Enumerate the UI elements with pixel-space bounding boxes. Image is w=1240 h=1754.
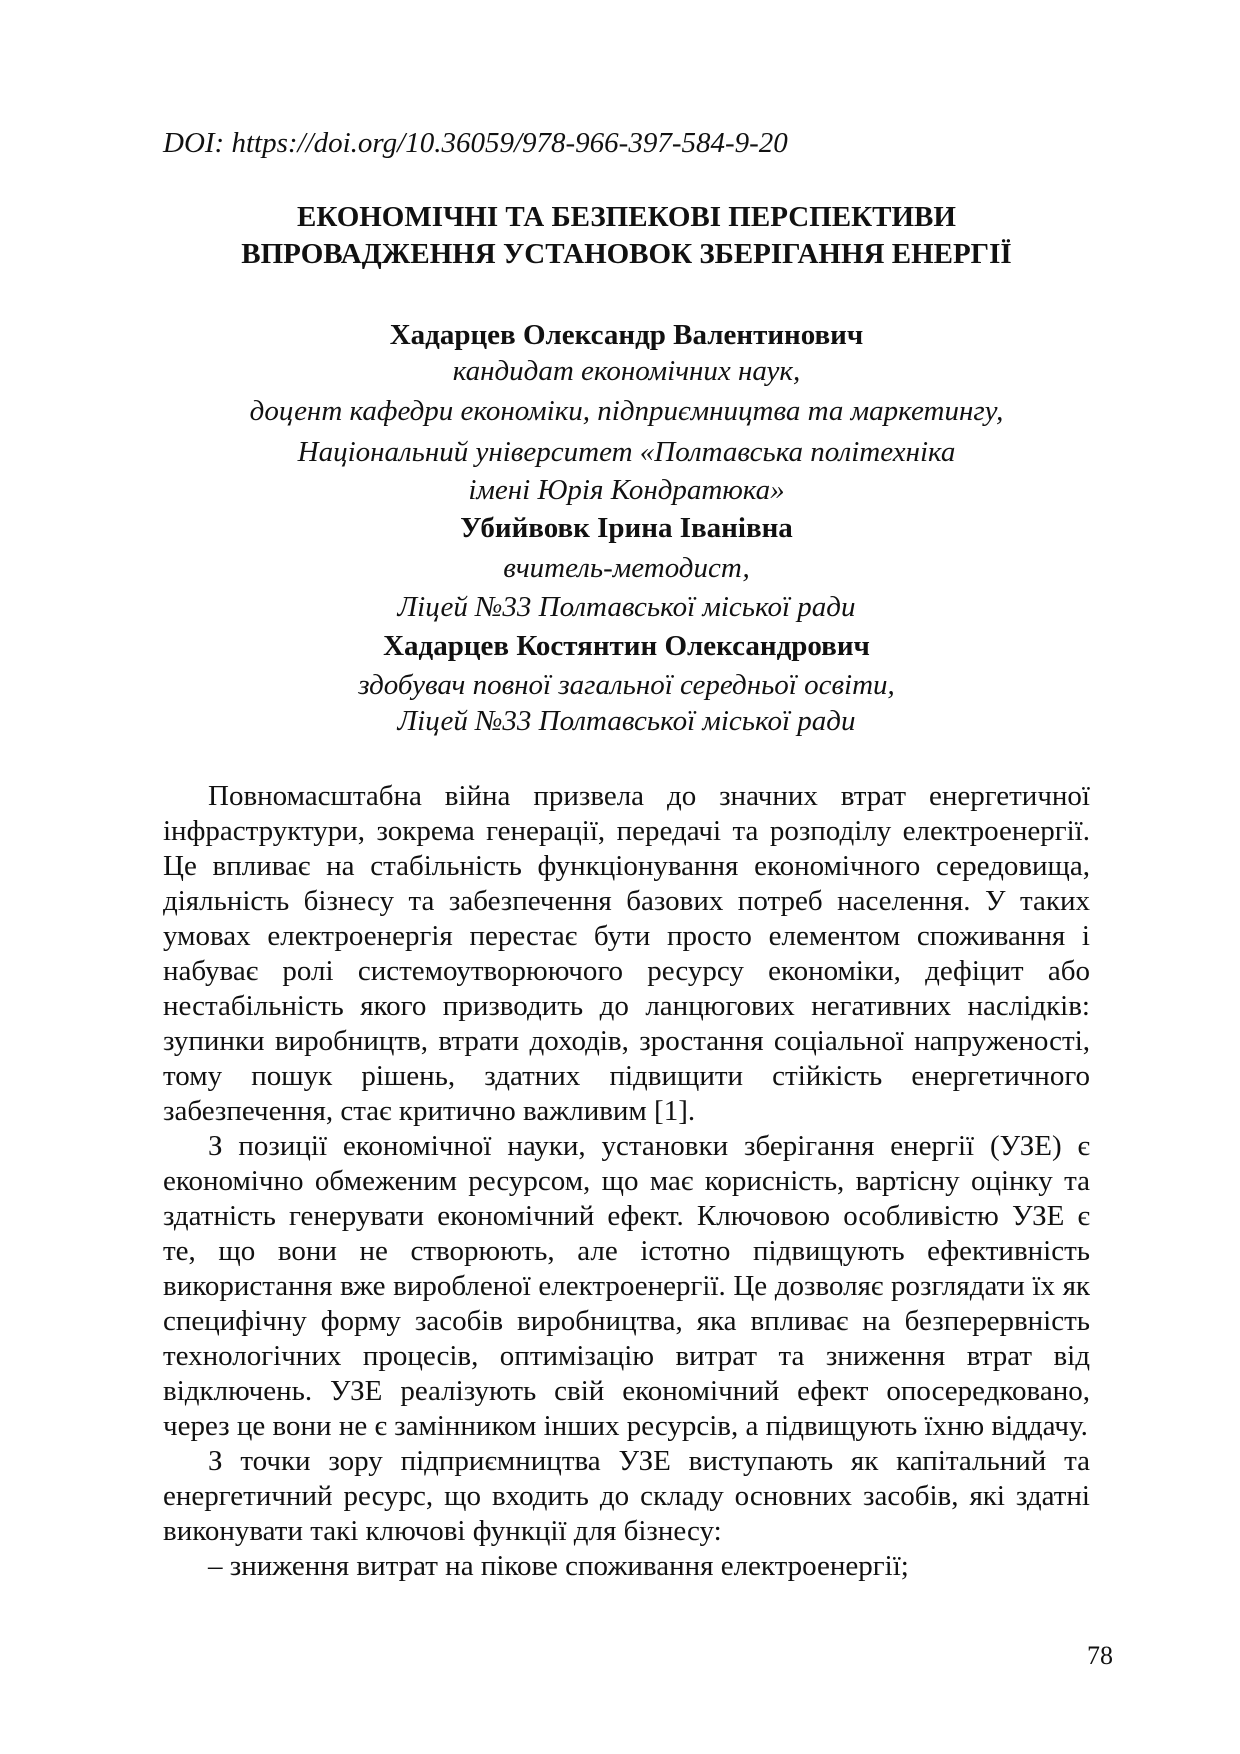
body-line-text: Повномасштабна війна призвела до значних втрат енергетичної: [208, 780, 1090, 812]
author-affiliation: [163, 704, 1090, 738]
author-name-text: Хадарцев Олександр Валентинович: [389, 319, 864, 351]
author-name-3: [163, 629, 1090, 663]
body-line-text: нестабільність якого призводить до ланцюгових негативних наслідків:: [163, 990, 1090, 1022]
body-line-text: економічно обмеженим ресурсом, що має корисність, вартісну оцінку та: [163, 1165, 1090, 1197]
body-line: [163, 1199, 1090, 1233]
body-line: [163, 1479, 1090, 1513]
body-line: [163, 814, 1090, 848]
author-affiliation: [163, 435, 1090, 469]
title-text: ЕКОНОМІЧНІ ТА БЕЗПЕКОВІ ПЕРСПЕКТИВИ: [297, 201, 956, 233]
body-line: [163, 1514, 1090, 1548]
body-line-text: відключень. УЗЕ реалізують свій економічний ефект опосередковано,: [163, 1375, 1090, 1407]
body-line-text: специфічну форму засобів виробництва, яка впливає на безперервність: [163, 1305, 1090, 1337]
body-line: [163, 1094, 1090, 1128]
body-line: [163, 954, 1090, 988]
body-line: [163, 1234, 1090, 1268]
author-affiliation: [163, 473, 1090, 507]
body-line: [163, 1374, 1090, 1408]
body-line-text: здатність генерувати економічний ефект. Ключовою особливістю УЗЕ є: [163, 1200, 1090, 1232]
body-line: [163, 1164, 1090, 1198]
body-line-text: через це вони не є замінником інших ресурсів, а підвищують їхню віддачу.: [163, 1410, 1088, 1442]
body-line-text: інфраструктури, зокрема генерації, передачі та розподілу електроенергії.: [163, 815, 1090, 847]
body-line: [163, 1024, 1090, 1058]
body-line: [208, 1549, 1090, 1583]
body-line-text: технологічних процесів, оптимізацію витрат та зниження втрат від: [163, 1340, 1090, 1372]
affiliation-text: імені Юрія Кондратюка»: [468, 474, 785, 506]
body-line-text: З точки зору підприємництва УЗЕ виступають як капітальний та: [208, 1445, 1090, 1477]
affiliation-text: вчитель-методист,: [503, 552, 750, 584]
body-line: [208, 779, 1090, 813]
doi-line: [163, 126, 1090, 160]
author-affiliation: [163, 668, 1090, 702]
body-line: [163, 1059, 1090, 1093]
body-line-text: тому пошук рішень, здатних підвищити стійкість енергетичного: [163, 1060, 1090, 1092]
body-line: [163, 1409, 1090, 1443]
body-line-text: умовах електроенергія перестає бути просто елементом споживання і: [163, 920, 1090, 952]
body-line: [163, 849, 1090, 883]
author-name-1: [163, 318, 1090, 352]
body-line: [163, 989, 1090, 1023]
title-line-1: [163, 200, 1090, 234]
page-number: 78: [1087, 1641, 1113, 1670]
body-line-text: використання вже виробленої електроенергії. Це дозволяє розглядати їх як: [163, 1270, 1090, 1302]
author-affiliation: [163, 551, 1090, 585]
body-line-text: З позиції економічної науки, установки зберігання енергії (УЗЕ) є: [208, 1130, 1090, 1162]
author-affiliation: [163, 394, 1090, 428]
body-line: [208, 1129, 1090, 1163]
affiliation-text: кандидат економічних наук,: [452, 355, 801, 387]
title-text: ВПРОВАДЖЕННЯ УСТАНОВОК ЗБЕРІГАННЯ ЕНЕРГІЇ: [241, 238, 1012, 270]
doi-text: DOI: https://doi.org/10.36059/978-966-397-584-9-20: [163, 127, 788, 159]
body-line-text: виконувати такі ключові функції для бізнесу:: [163, 1515, 722, 1547]
title-line-2: [163, 237, 1090, 271]
body-line-text: діяльність бізнесу та забезпечення базових потреб населення. У таких: [163, 885, 1090, 917]
affiliation-text: здобувач повної загальної середньої освіти,: [358, 669, 895, 701]
body-line: [163, 884, 1090, 918]
body-line-text: енергетичний ресурс, що входить до складу основних засобів, які здатні: [163, 1480, 1090, 1512]
body-line-text: забезпечення, стає критично важливим [1].: [163, 1095, 696, 1127]
body-line: [163, 1269, 1090, 1303]
body-line-text: – зниження витрат на пікове споживання електроенергії;: [208, 1550, 909, 1582]
affiliation-text: Ліцей №33 Полтавської міської ради: [397, 591, 856, 623]
body-line-text: те, що вони не створюють, але істотно підвищують ефективність: [163, 1235, 1090, 1267]
author-name-text: Хадарцев Костянтин Олександрович: [383, 630, 870, 662]
affiliation-text: доцент кафедри економіки, підприємництва та маркетингу,: [249, 395, 1004, 427]
body-line-text: зупинки виробництв, втрати доходів, зростання соціальної напруженості,: [163, 1025, 1090, 1057]
affiliation-text: Національний університет «Полтавська політехніка: [297, 436, 956, 468]
author-name-text: Убийвовк Ірина Іванівна: [460, 512, 793, 544]
author-affiliation: [163, 354, 1090, 388]
body-line-text: набуває ролі системоутворюючого ресурсу економіки, дефіцит або: [163, 955, 1090, 987]
author-affiliation: [163, 590, 1090, 624]
author-name-2: [163, 511, 1090, 545]
body-line: [163, 919, 1090, 953]
affiliation-text: Ліцей №33 Полтавської міської ради: [397, 705, 856, 737]
body-line: [163, 1304, 1090, 1338]
body-line: [208, 1444, 1090, 1478]
body-line: [163, 1339, 1090, 1373]
body-line-text: Це впливає на стабільність функціонування економічного середовища,: [163, 850, 1090, 882]
